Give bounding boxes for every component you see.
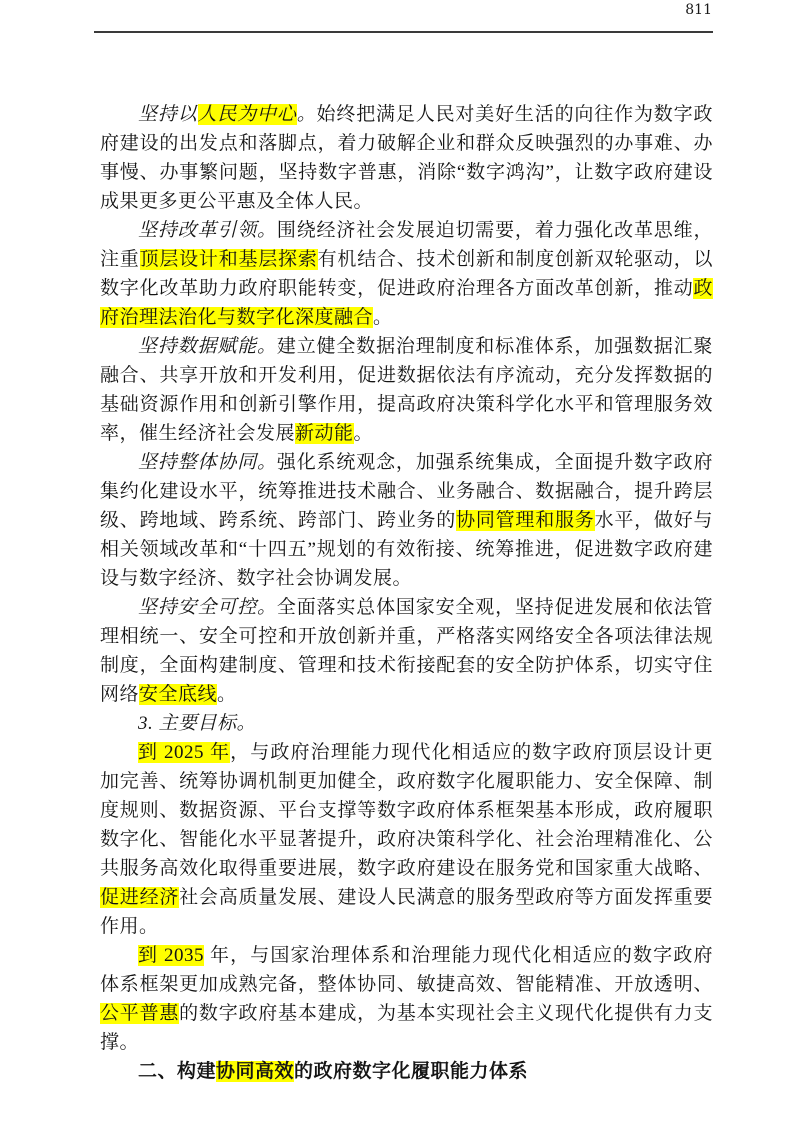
text-segment: 建立健全数据治理制度和标准体系，加强数据汇聚融合、共享开放和开发利用，促进数据依法有序流动，充分发挥数据的基础资源作用和创新引擎作用，提高政府决策科学化水平和管理服务效率，催生经济社会发展: [100, 336, 713, 444]
highlighted-phrase: 协同管理和服务: [456, 510, 595, 531]
paragraph-main-goals-label: [100, 709, 713, 738]
text-segment: 坚持以: [138, 104, 198, 125]
document-body: [100, 100, 713, 1086]
text-segment: 。: [296, 104, 317, 125]
paragraph-data-empowerment: [100, 332, 713, 448]
highlighted-phrase: 新动能: [295, 423, 354, 444]
section-heading: [100, 1057, 713, 1086]
paragraph-people-centered: [100, 100, 713, 216]
text-segment: 的数字政府基本建成，为基本实现社会主义现代化提供有力支撑。: [100, 1003, 713, 1053]
text-segment: 坚持数据赋能。: [138, 336, 277, 357]
highlighted-phrase: 安全底线: [139, 684, 218, 705]
highlighted-phrase: 到 2025 年: [138, 742, 231, 763]
paragraph-overall-coordination: [100, 448, 713, 593]
text-segment: 坚持改革引领。: [138, 220, 277, 241]
paragraph-goal-2025: [100, 738, 713, 941]
text-segment: ，与政府治理能力现代化相适应的数字政府顶层设计更加完善、统筹协调机制更加健全，政府数字化履职能力、安全保障、制度规则、数据资源、平台支撑等数字政府体系框架基本形成，政府履职数字化、智能化水平显著提升，政府决策科学化、社会治理精准化、公共服务高效化取得重要进展，数字政府建设在服务党和国家重大战略、: [100, 742, 713, 879]
page-number: 811: [685, 2, 712, 18]
text-segment: 围绕经济社会发展迫切需要，着力强化改革思维，注重: [100, 220, 713, 270]
text-segment: 。: [217, 684, 237, 705]
header-rule: [94, 31, 713, 33]
text-segment: 始终把满足人民对美好生活的向往作为数字政府建设的出发点和落脚点，着力破解企业和群众反映强烈的办事难、办事慢、办事繁问题，坚持数字普惠，消除“数字鸿沟”，让数字政府建设成果更多更公平惠及全体人民。: [100, 104, 713, 212]
highlighted-phrase: 人民为中心: [197, 104, 297, 125]
text-segment: 强化系统观念，加强系统集成，全面提升数字政府集约化建设水平，统筹推进技术融合、业务融合、数据融合，提升跨层级、跨地域、跨系统、跨部门、跨业务的: [100, 452, 713, 531]
text-segment: 坚持整体协同。: [138, 452, 277, 473]
text-segment: 水平，做好与相关领域改革和“十四五”规划的有效衔接、统筹推进，促进数字政府建设与数字经济、数字社会协调发展。: [100, 510, 713, 589]
paragraph-goal-2035: [100, 941, 713, 1057]
text-segment: 3. 主要目标。: [138, 713, 257, 734]
text-segment: 。: [353, 423, 374, 444]
text-segment: 坚持安全可控。: [138, 597, 277, 618]
heading-segment: 二、构建: [138, 1061, 217, 1082]
highlighted-phrase: 政府治理法治化与数字化深度融合: [100, 278, 713, 328]
highlighted-phrase: 到 2035: [138, 945, 205, 966]
highlighted-phrase: 公平普惠: [100, 1003, 180, 1024]
text-segment: 全面落实总体国家安全观，坚持促进发展和依法管理相统一、安全可控和开放创新并重，严格落实网络安全各项法律法规制度，全面构建制度、管理和技术衔接配套的安全防护体系，切实守住网络: [100, 597, 713, 705]
highlighted-phrase: 促进经济: [100, 887, 180, 908]
text-segment: 年，与国家治理体系和治理能力现代化相适应的数字政府体系框架更加成熟完备，整体协同、敏捷高效、智能精准、开放透明、: [100, 945, 713, 995]
highlighted-phrase: 协同高效: [216, 1061, 295, 1082]
text-segment: 有机结合、技术创新和制度创新双轮驱动，以数字化改革助力政府职能转变，促进政府治理各方面改革创新，推动: [100, 249, 713, 299]
paragraph-security-controllable: [100, 593, 713, 709]
text-segment: 社会高质量发展、建设人民满意的服务型政府等方面发挥重要作用。: [100, 887, 713, 937]
highlighted-phrase: 顶层设计和基层探索: [139, 249, 318, 270]
heading-segment: 的政府数字化履职能力体系: [294, 1061, 529, 1082]
paragraph-reform-led: [100, 216, 713, 332]
text-segment: 。: [373, 307, 393, 328]
